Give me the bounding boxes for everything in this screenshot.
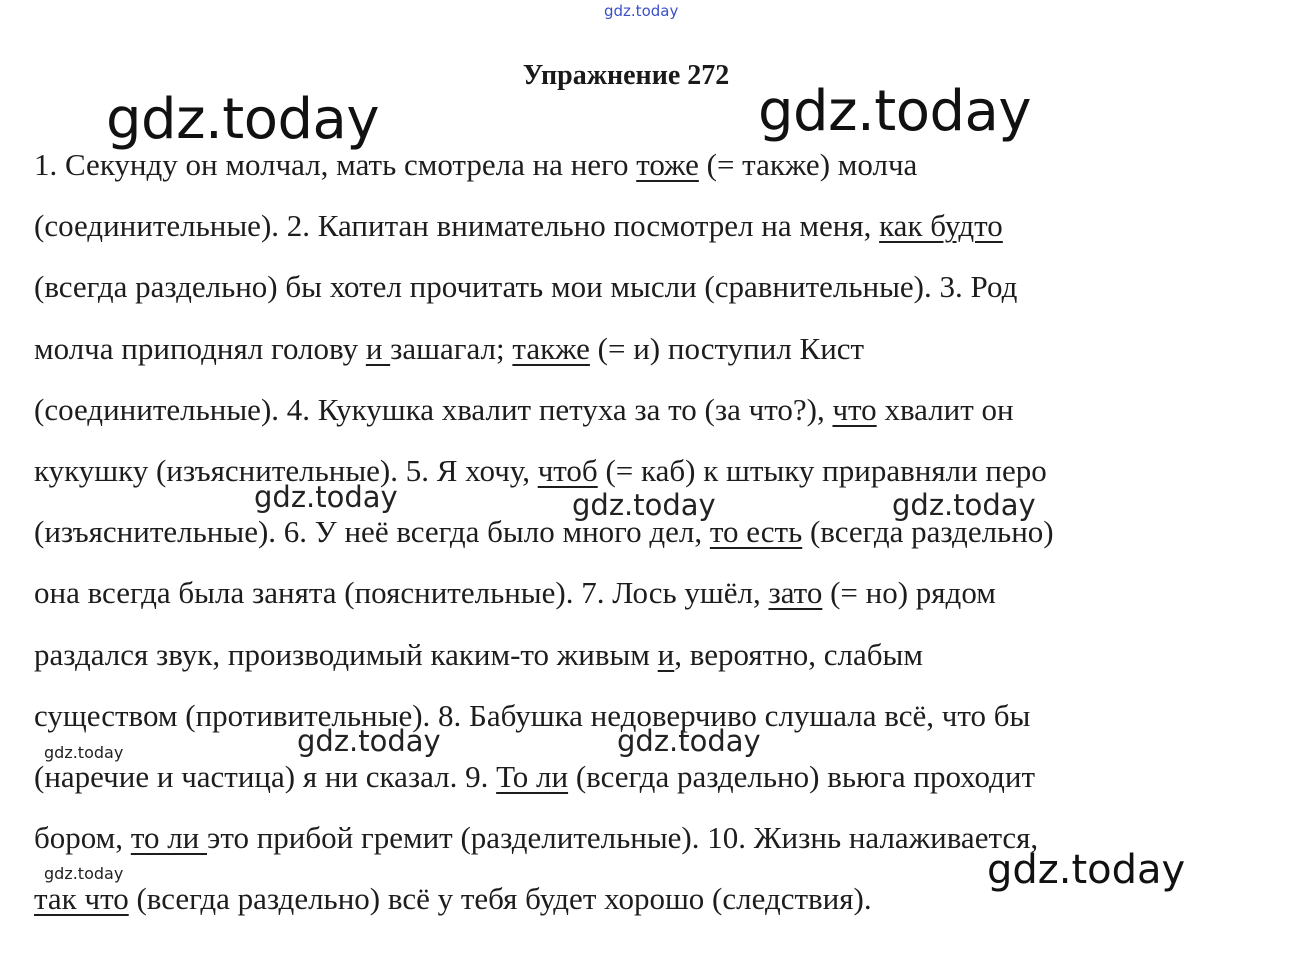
text-segment: зашагал; [390,330,513,366]
exercise-answer-text [34,134,1234,929]
underlined-word: То ли [496,758,569,794]
text-segment: это прибой гремит (разделительные). 10. Жизнь налаживается, [207,820,1039,856]
underlined-word: что [832,391,877,427]
text-line [34,562,1234,623]
text-segment: существом (противительные). 8. Бабушка недоверчиво слушала всё, что бы [34,697,1031,733]
text-segment: (= но) рядом [822,575,996,611]
text-segment: (всегда раздельно) бы хотел прочитать мои мысли (сравнительные). 3. Род [34,269,1018,305]
text-line [34,195,1234,256]
watermark-bottom-right: gdz.today [987,847,1186,893]
text-segment: (наречие и частица) я ни сказал. 9. [34,758,497,794]
text-segment: (изъяснительные). 6. У неё всегда было много дел, [34,514,710,550]
text-segment: 1. Секунду он молчал, мать смотрела на него [34,147,637,182]
watermark-big-left: gdz.today [106,87,380,152]
watermark-mid-4: gdz.today [297,724,441,758]
text-segment: хвалит он [876,391,1014,427]
text-segment: , вероятно, слабым [674,636,923,672]
underlined-word: тоже [636,147,699,182]
underlined-word: и [365,330,391,366]
text-segment: бором, [34,820,131,856]
text-line [34,624,1234,685]
underlined-word: также [512,330,590,366]
watermark-mid-1: gdz.today [254,480,398,514]
underlined-word: и [657,636,675,672]
underlined-word: то ли [130,820,208,856]
exercise-title: Упражнение 272 [522,60,730,91]
text-segment: (= и) поступил Кист [589,330,865,366]
underlined-word: как будто [879,208,1003,244]
text-line [34,318,1234,379]
text-segment: молча приподнял голову [34,330,366,366]
watermark-tiny-2: gdz.today [44,864,124,883]
watermark-mid-2: gdz.today [572,488,716,522]
text-segment: она всегда была занята (пояснительные). 7. Лось ушёл, [34,575,769,611]
watermark-mid-5: gdz.today [617,724,761,758]
underlined-word: так что [34,881,129,917]
text-segment: (всегда раздельно) всё у тебя будет хорошо (следствия). [128,881,872,917]
underlined-word: чтоб [537,452,598,488]
text-line [34,256,1234,317]
watermark-top: gdz.today [604,2,679,20]
text-segment: кукушку (изъяснительные). 5. Я хочу, [34,452,538,488]
underlined-word: то есть [709,514,803,550]
text-line [34,379,1234,440]
text-segment: (соединительные). 2. Капитан внимательно посмотрел на меня, [34,208,880,244]
text-segment: (= каб) к штыку приравняли перо [597,452,1047,488]
text-segment: (соединительные). 4. Кукушка хвалит петуха за то (за что?), [34,391,833,427]
text-segment: (всегда раздельно) [802,514,1054,550]
text-segment: (всегда раздельно) вьюга проходит [568,758,1036,794]
text-segment: раздался звук, производимый каким-то живым [34,636,658,672]
watermark-tiny-1: gdz.today [44,743,124,762]
watermark-mid-3: gdz.today [892,488,1036,522]
text-segment: (= также) молча [698,147,918,182]
underlined-word: зато [768,575,823,611]
watermark-big-right: gdz.today [758,79,1032,144]
